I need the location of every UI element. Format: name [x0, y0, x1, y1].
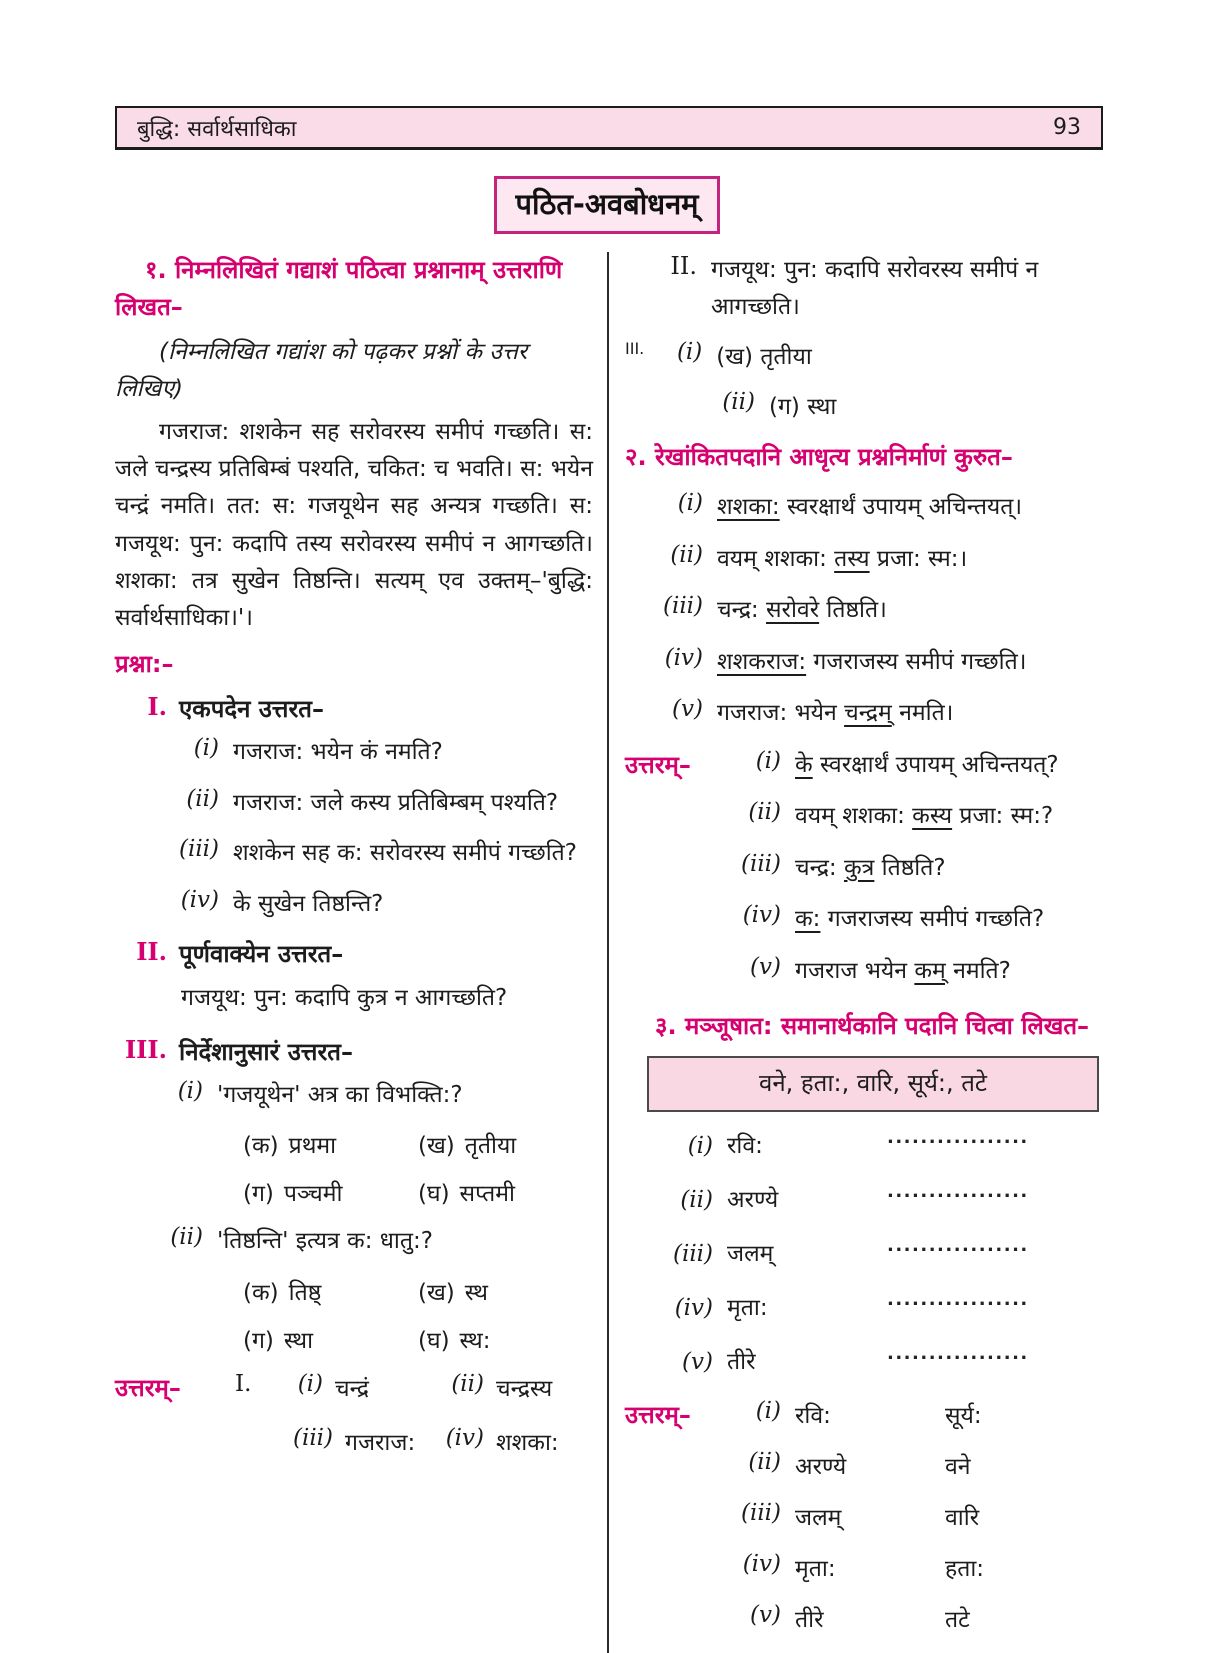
answer-blank: .................	[887, 1342, 1029, 1364]
item-text	[717, 645, 1026, 680]
answer-marker: (iii)	[292, 1425, 333, 1452]
q3-answers-rows	[723, 1398, 984, 1653]
option	[418, 1323, 593, 1355]
option	[418, 1275, 593, 1307]
option	[243, 1128, 418, 1160]
underlined-word: चन्द्रम्	[844, 700, 892, 727]
answer-text: (ख) तृतीया	[716, 343, 812, 370]
section-II-question: गजयूथ: पुन: कदापि कुत्र न आगच्छति?	[181, 985, 508, 1012]
item-marker: (ii)	[670, 541, 703, 568]
text-pre: चन्द्र:	[795, 854, 844, 881]
answer-text: चन्द्रं	[335, 1375, 369, 1402]
section-II-title: पूर्णवाक्येन उत्तरत–	[179, 940, 344, 969]
text-pre: गजराज: भयेन	[717, 700, 845, 727]
section-I-heading	[115, 692, 593, 725]
item-text	[717, 593, 887, 628]
answer-marker: (ii)	[748, 799, 781, 826]
answer-blank: .................	[887, 1180, 1029, 1202]
item-marker: (v)	[672, 696, 703, 723]
underlined-word: शशका:	[717, 494, 780, 521]
subquestion-i	[115, 1078, 593, 1113]
underlined-word: कस्य	[912, 803, 953, 830]
q3-answer-row	[723, 1398, 984, 1430]
q3-answer-row	[723, 1500, 984, 1532]
answer-marker: (v)	[750, 1601, 781, 1628]
answer-text: गजराज:	[345, 1430, 416, 1457]
text-post: तिष्ठति?	[874, 854, 946, 881]
q3-answer-row	[723, 1602, 984, 1634]
answer-word: अरण्ये	[795, 1453, 847, 1480]
answer-cell	[432, 1425, 593, 1461]
text-post: तिष्ठति।	[819, 597, 887, 624]
answer-marker: (iv)	[742, 902, 781, 929]
text-pre: चन्द्र:	[717, 597, 766, 624]
underlined-word: कम्	[914, 957, 946, 984]
answer-text: गजयूथ: पुन: कदापि सरोवरस्य समीपं न आगच्छति।	[711, 257, 1039, 321]
section-title: पठित-अवबोधनम्	[494, 176, 719, 234]
option-key: (ग)	[243, 1327, 274, 1354]
text-post: नमति?	[945, 957, 1011, 984]
manjusha-word-box: वने, हता:, वारि, सूर्य:, तटे	[647, 1056, 1099, 1112]
text-post: गजराजस्य समीपं गच्छति?	[820, 906, 1045, 933]
answer-match: वने	[945, 1453, 971, 1480]
uttaram-label: उत्तरम्–	[625, 750, 691, 779]
item-word: तीरे	[727, 1348, 756, 1375]
q2-answers-rows	[723, 748, 1059, 999]
item-marker: (i)	[687, 1132, 713, 1159]
item-word: मृता:	[727, 1294, 768, 1321]
right-column	[609, 252, 1105, 1653]
q2-answer-row	[723, 954, 1059, 989]
prashnah-label: प्रश्ना:–	[115, 650, 174, 679]
question1-heading: १. निम्नलिखितं गद्याशं पठित्वा प्रश्नानाम् उत्तराणि लिखत–	[115, 256, 563, 322]
q2-item	[625, 490, 1105, 525]
list-item	[115, 887, 593, 922]
option-text: स्थ:	[459, 1327, 491, 1354]
reading-passage: गजराज: शशकेन सह सरोवरस्य समीपं गच्छति। स: जले चन्द्रस्य प्रतिबिम्बं पश्यति, चकित: च भवति। स: भयेन चन्द्रं नमति। तत: स: गजयूथेन सह अन्यत्र गच्छति। स: गजयूथ: पुन: कदापि तस्य सरोवरस्य समीपं न आगच्छति। शशका: तत्र सुखेन तिष्ठन्ति। सत्यम् एव उक्तम्–'बुद्धि: सर्वार्थसाधिका।'।	[115, 418, 593, 632]
list-item	[115, 786, 593, 821]
item-marker: (i)	[677, 490, 703, 517]
question1-hindi-note: (निम्नलिखित गद्यांश को पढ़कर प्रश्नों के उत्तर लिखिए)	[115, 339, 528, 403]
option	[418, 1128, 593, 1160]
item-marker: (ii)	[170, 1224, 203, 1251]
q3-answer-row	[723, 1551, 984, 1583]
text-pre: वयम् शशका:	[795, 803, 913, 830]
q2-answer-row	[723, 799, 1059, 834]
underlined-word: क:	[795, 906, 821, 933]
item-text	[717, 490, 1022, 525]
page-number: 93	[1053, 115, 1081, 140]
answer-cell	[271, 1371, 432, 1407]
subquestion-text: 'गजयूथेन' अत्र का विभक्ति:?	[217, 1081, 463, 1108]
answer-marker: (iii)	[740, 1499, 781, 1526]
underlined-word: के	[795, 751, 813, 778]
item-marker: (v)	[682, 1348, 713, 1375]
answer-text: चन्द्रस्य	[496, 1375, 553, 1402]
item-text	[717, 696, 953, 731]
answers-block-III-row	[625, 389, 1105, 425]
answer-blank: .................	[887, 1234, 1029, 1256]
options-row	[243, 1128, 593, 1160]
answer-marker: (iv)	[742, 1550, 781, 1577]
answer-marker: (ii)	[748, 1448, 781, 1475]
answer-text: शशका:	[496, 1430, 559, 1457]
option-key: (क)	[243, 1279, 279, 1306]
chapter-title: बुद्धि: सर्वार्थसाधिका	[137, 116, 297, 142]
text-pre: गजराज भयेन	[795, 957, 915, 984]
q3-item	[625, 1290, 1105, 1322]
answer-marker: (ii)	[722, 388, 755, 415]
answers-block-I	[115, 1371, 593, 1480]
text-post: नमति।	[891, 700, 954, 727]
q2-answer-row	[723, 902, 1059, 937]
answer-text	[795, 954, 1011, 989]
option-text: पञ्चमी	[283, 1181, 343, 1208]
q3-answer-row	[723, 1449, 984, 1481]
item-marker: (iv)	[180, 886, 219, 913]
options-row	[243, 1323, 593, 1355]
q2-item	[625, 593, 1105, 628]
section-III-heading	[115, 1035, 593, 1068]
option	[243, 1275, 418, 1307]
underlined-word: कुत्र	[844, 854, 875, 881]
item-word: अरण्ये	[727, 1186, 779, 1213]
underlined-word: सरोवरे	[766, 597, 820, 624]
item-marker: (i)	[177, 1077, 203, 1104]
section-II-numeral: II.	[136, 937, 167, 967]
q3-item	[625, 1128, 1105, 1160]
option-key: (घ)	[418, 1181, 450, 1208]
option	[243, 1323, 418, 1355]
option-text: तिष्ठ्	[288, 1279, 322, 1306]
q2-item	[625, 542, 1105, 577]
option	[418, 1176, 593, 1208]
section-I-numeral: I.	[147, 692, 167, 722]
uttaram-label: उत्तरम्–	[115, 1373, 181, 1402]
answer-text	[795, 851, 946, 886]
answer-word: तीरे	[795, 1606, 824, 1633]
page-header-bar	[115, 106, 1103, 150]
section-II-heading	[115, 937, 593, 970]
left-column	[115, 252, 607, 1653]
answer-cell	[271, 1425, 432, 1461]
answer-match: तटे	[945, 1606, 970, 1633]
q3-item	[625, 1236, 1105, 1268]
option-text: सप्तमी	[459, 1181, 515, 1208]
text-post: स्वरक्षार्थं उपायम् अचिन्तयत्।	[779, 494, 1023, 521]
option-key: (ग)	[243, 1181, 274, 1208]
subquestion-ii	[115, 1224, 593, 1259]
two-column-layout	[115, 252, 1105, 1653]
option-text: स्था	[283, 1327, 314, 1354]
q2-item	[625, 645, 1105, 680]
subquestion-text: 'तिष्ठन्ति' इत्यत्र क: धातु:?	[217, 1228, 433, 1255]
text-post: गजराजस्य समीपं गच्छति।	[806, 648, 1027, 675]
section-III-title: निर्देशानुसारं उत्तरत–	[179, 1037, 353, 1066]
answers-numeral: II.	[670, 252, 697, 280]
answer-cell	[432, 1371, 593, 1407]
answer-marker: (i)	[755, 1397, 781, 1424]
options-grid	[243, 1128, 593, 1208]
answer-text	[795, 748, 1059, 783]
section-I-title: एकपदेन उत्तरत–	[179, 695, 324, 724]
q2-item	[625, 696, 1105, 731]
item-text: शशकेन सह क: सरोवरस्य समीपं गच्छति?	[233, 840, 577, 867]
answer-match: हता:	[945, 1555, 985, 1582]
text-post: प्रजा: स्म:।	[869, 545, 968, 572]
answer-blank: .................	[887, 1288, 1029, 1310]
answer-text	[795, 799, 1053, 834]
question2-heading: २. रेखांकितपदानि आधृत्य प्रश्ननिर्माणं कुरुत–	[625, 443, 1013, 472]
underlined-word: शशकराज:	[717, 648, 807, 675]
q2-answer-row	[723, 748, 1059, 783]
item-word: जलम्	[727, 1240, 774, 1267]
answers-row	[271, 1425, 593, 1461]
answers-block-II	[625, 252, 1105, 327]
item-marker: (ii)	[186, 785, 219, 812]
question3-heading: ३. मञ्जूषात: समानार्थकानि पदानि चित्वा लिखत–	[655, 1012, 1090, 1041]
option-key: (क)	[243, 1133, 279, 1160]
answer-text: (ग) स्था	[769, 393, 837, 420]
section-III-numeral: III.	[124, 1034, 167, 1064]
answers-numeral: III.	[625, 338, 645, 358]
option-text: तृतीया	[464, 1133, 517, 1160]
text-pre: वयम् शशका:	[717, 545, 835, 572]
option	[243, 1176, 418, 1208]
answer-match: वारि	[945, 1504, 980, 1531]
item-word: रवि:	[727, 1132, 763, 1159]
option-key: (ख)	[418, 1133, 455, 1160]
list-item	[115, 836, 593, 871]
answer-marker: (iii)	[740, 850, 781, 877]
q2-answer-row	[723, 851, 1059, 886]
item-text: गजराज: भयेन कं नमति?	[233, 739, 443, 766]
spacer	[625, 389, 697, 425]
q3-answers-block	[625, 1398, 1105, 1653]
answer-word: मृता:	[795, 1555, 836, 1582]
answer-blank: .................	[887, 1126, 1029, 1148]
item-marker: (i)	[193, 735, 219, 762]
answer-match: सूर्य:	[945, 1402, 982, 1429]
answer-marker: (ii)	[451, 1370, 484, 1397]
underlined-word: तस्य	[834, 545, 870, 572]
option-key: (घ)	[418, 1327, 450, 1354]
answer-marker: (i)	[676, 338, 703, 365]
answers-block-III-row	[625, 339, 1105, 375]
option-text: प्रथमा	[288, 1133, 337, 1160]
answers-row	[271, 1371, 593, 1407]
item-text	[717, 542, 967, 577]
answer-marker: (v)	[750, 953, 781, 980]
option-key: (ख)	[418, 1279, 455, 1306]
text-post: स्वरक्षार्थं उपायम् अचिन्तयत्?	[812, 751, 1059, 778]
uttaram-label: उत्तरम्–	[625, 1400, 691, 1429]
answers-rows	[271, 1371, 593, 1480]
item-text: गजराज: जले कस्य प्रतिबिम्बम् पश्यति?	[233, 789, 559, 816]
item-text: के सुखेन तिष्ठन्ति?	[233, 890, 384, 917]
item-marker: (iii)	[178, 836, 219, 863]
q3-item	[625, 1344, 1105, 1376]
item-marker: (iii)	[662, 593, 703, 620]
answer-word: जलम्	[795, 1504, 842, 1531]
q2-answers-block	[625, 748, 1105, 999]
options-row	[243, 1176, 593, 1208]
section-title-wrap	[0, 176, 1214, 234]
options-grid	[243, 1275, 593, 1355]
answer-marker: (i)	[297, 1370, 323, 1397]
answer-marker: (iv)	[445, 1425, 484, 1452]
answer-text	[795, 902, 1044, 937]
item-marker: (ii)	[680, 1186, 713, 1213]
answer-word: रवि:	[795, 1402, 831, 1429]
q3-item	[625, 1182, 1105, 1214]
options-row	[243, 1275, 593, 1307]
item-marker: (iii)	[672, 1240, 713, 1267]
item-marker: (iv)	[674, 1294, 713, 1321]
text-post: प्रजा: स्म:?	[952, 803, 1054, 830]
item-marker: (iv)	[664, 644, 703, 671]
answers-numeral: I.	[235, 1370, 252, 1397]
list-item	[115, 735, 593, 770]
option-text: स्थ	[464, 1279, 488, 1306]
answer-marker: (i)	[755, 747, 781, 774]
